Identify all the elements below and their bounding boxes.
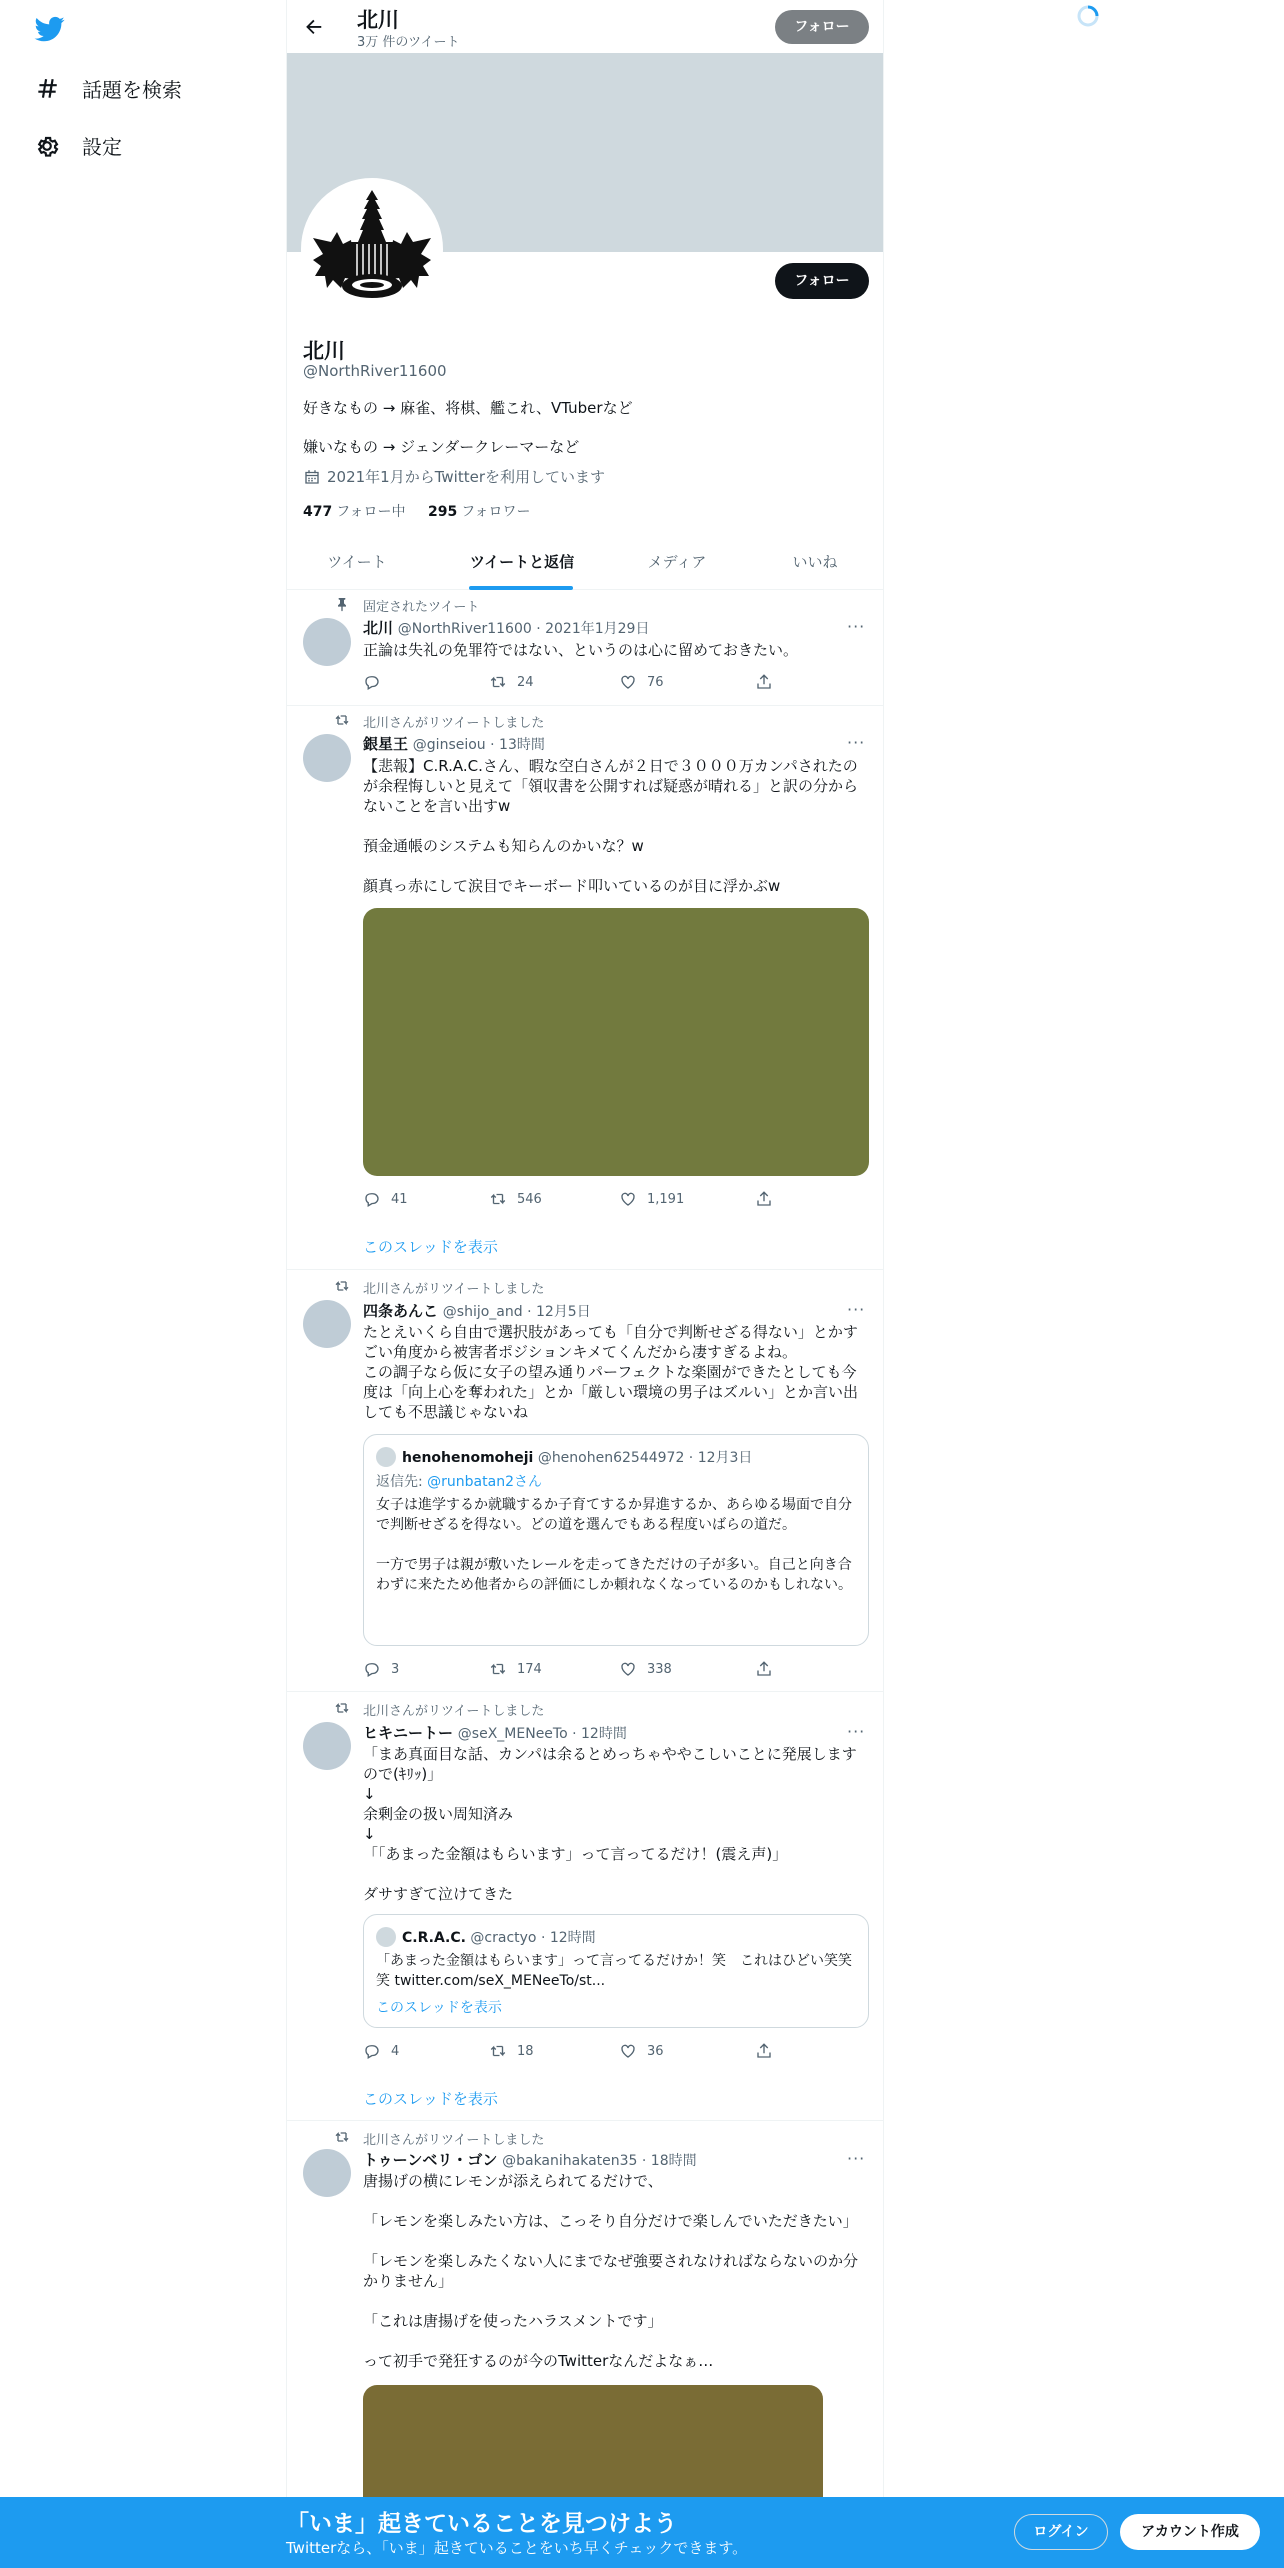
main-column xyxy=(286,0,884,2568)
profile-stats xyxy=(303,501,531,521)
followers-label: フォロワー xyxy=(461,504,531,520)
tweet[interactable] xyxy=(287,590,883,706)
login-button[interactable]: ログイン xyxy=(1014,2514,1108,2550)
like-button[interactable] xyxy=(619,1190,684,1208)
share-button[interactable] xyxy=(755,1190,773,1208)
quoted-author-name: C.R.A.C. xyxy=(402,1930,466,1946)
tweet-author-name[interactable]: 北川 xyxy=(363,619,394,637)
header-follow-button[interactable]: フォロー xyxy=(775,10,869,44)
show-thread-link[interactable]: このスレッドを表示 xyxy=(363,2090,498,2108)
avatar[interactable] xyxy=(303,734,351,782)
gear-icon xyxy=(34,133,60,159)
reply-count: 41 xyxy=(391,1191,408,1207)
quoted-avatar xyxy=(376,1447,396,1467)
tweet-text: たとえいくら自由で選択肢があっても「自分で判断せざる得ない」とかすごい角度から被害者ポジションキメてくんだから凄すぎるよね。 この調子なら仮に女子の望み通りパーフェクトな楽園ができたとしても今度は「向上心を奪われた」とか「厳しい環境の男子はズルい」とか言い出しても不思議じゃないね xyxy=(363,1323,859,1421)
tweet[interactable] xyxy=(287,1692,883,2121)
retweet-count: 546 xyxy=(517,1191,542,1207)
heart-icon xyxy=(619,2042,637,2060)
bottom-signup-bar xyxy=(0,2497,1284,2568)
tweet-author-name[interactable]: 四条あんこ xyxy=(363,1302,439,1320)
share-button[interactable] xyxy=(755,1660,773,1678)
tweet-context: 北川さんがリツイートしました xyxy=(363,1282,545,1297)
quoted-show-thread-link[interactable]: このスレッドを表示 xyxy=(376,2000,502,2016)
profile-joined xyxy=(303,466,605,487)
profile-avatar[interactable] xyxy=(301,178,443,320)
reply-icon xyxy=(363,1660,381,1678)
retweet-button[interactable] xyxy=(489,1660,542,1678)
profile-bio-line: 嫌いなもの → ジェンダークレーマーなど xyxy=(303,438,580,456)
avatar[interactable] xyxy=(303,1722,351,1770)
tweet-text: 正論は失礼の免罪符ではない、というのは心に留めておきたい。 xyxy=(363,641,799,659)
retweet-count: 24 xyxy=(517,674,534,690)
nav-explore-label: 話題を検索 xyxy=(82,78,182,102)
like-button[interactable] xyxy=(619,673,664,691)
more-options-icon[interactable]: ··· xyxy=(847,1722,866,1741)
quoted-meta: @cractyo · 12時間 xyxy=(470,1930,596,1946)
like-button[interactable] xyxy=(619,2042,664,2060)
share-icon xyxy=(755,2042,773,2060)
retweet-icon xyxy=(489,2042,507,2060)
quoted-tweet[interactable] xyxy=(363,1914,869,2028)
following-link[interactable] xyxy=(303,504,406,520)
like-count: 36 xyxy=(647,2043,664,2059)
tab-tweets-and-replies[interactable]: ツイートと返信 xyxy=(469,553,575,571)
nav-settings[interactable] xyxy=(34,131,122,160)
tweet-header xyxy=(363,1300,591,1321)
tweet-actions xyxy=(363,673,783,693)
followers-link[interactable] xyxy=(428,504,531,520)
quoted-reply-to xyxy=(376,1471,542,1491)
heart-icon xyxy=(619,1660,637,1678)
quoted-tweet[interactable] xyxy=(363,1434,869,1646)
retweet-icon xyxy=(489,673,507,691)
twitter-logo-icon[interactable] xyxy=(30,14,70,44)
tab-tweets[interactable]: ツイート xyxy=(327,553,387,571)
crest-logo-icon xyxy=(305,182,439,316)
reply-icon xyxy=(363,2042,381,2060)
tweet-context: 北川さんがリツイートしました xyxy=(363,2133,545,2148)
quoted-text: 「あまった金額はもらいます」って言ってるだけか！笑 これはひどい笑笑笑 twitter.com/seX_MENeeTo/st... xyxy=(376,1953,852,1989)
bottom-bar-title: 「いま」起きていることを見つけよう xyxy=(286,2511,677,2537)
tweet-context: 北川さんがリツイートしました xyxy=(363,1704,545,1719)
tweet[interactable] xyxy=(287,706,883,1270)
retweet-button[interactable] xyxy=(489,673,534,691)
signup-button[interactable]: アカウント作成 xyxy=(1120,2514,1260,2550)
share-button[interactable] xyxy=(755,673,773,691)
retweet-icon xyxy=(333,1278,351,1294)
following-count: 477 xyxy=(303,504,333,520)
tweet-text: 唐揚げの横にレモンが添えられてるだけで、 「レモンを楽しみたい方は、こっそり自分だけで楽しんでいただきたい」 「レモンを楽しみたくない人にまでなぜ強要されなければならないのか分かりません」 「これは唐揚げを使ったハラスメントです」 って初手で発狂するのが今のTwitterなんだよなぁ… xyxy=(363,2172,859,2370)
tweet-actions xyxy=(363,2042,783,2062)
reply-count: 4 xyxy=(391,2043,400,2059)
reply-button[interactable] xyxy=(363,2042,399,2060)
profile-handle: @NorthRiver11600 xyxy=(303,362,447,380)
reply-icon xyxy=(363,1190,381,1208)
quoted-reply-handle[interactable]: @runbatan2さん xyxy=(427,1474,542,1490)
retweet-button[interactable] xyxy=(489,2042,534,2060)
calendar-icon xyxy=(303,468,321,486)
reply-button[interactable] xyxy=(363,1660,399,1678)
back-arrow-icon[interactable] xyxy=(301,14,327,40)
retweet-button[interactable] xyxy=(489,1190,542,1208)
like-count: 1,191 xyxy=(647,1191,685,1207)
avatar[interactable] xyxy=(303,618,351,666)
show-thread-link[interactable]: このスレッドを表示 xyxy=(363,1238,498,1256)
pin-icon xyxy=(333,596,351,612)
tweet[interactable] xyxy=(287,1270,883,1692)
profile-name: 北川 xyxy=(303,339,345,363)
header-tweet-count: 3万 件のツイート xyxy=(357,35,460,50)
reply-button[interactable] xyxy=(363,1190,408,1208)
header-name: 北川 xyxy=(357,8,399,32)
like-count: 338 xyxy=(647,1661,672,1677)
reply-button[interactable] xyxy=(363,673,391,691)
tweet-author-name[interactable]: 銀星王 xyxy=(363,735,409,753)
quoted-header xyxy=(402,1447,752,1467)
share-icon xyxy=(755,1660,773,1678)
retweet-icon xyxy=(489,1190,507,1208)
tweet-header xyxy=(363,2149,697,2170)
quoted-author-name: henohenomoheji xyxy=(402,1450,534,1466)
retweet-icon xyxy=(489,1660,507,1678)
followers-count: 295 xyxy=(428,504,458,520)
tweet-meta: @shijo_and · 12月5日 xyxy=(442,1304,591,1320)
reply-count: 3 xyxy=(391,1661,400,1677)
tweet-meta: @NorthRiver11600 · 2021年1月29日 xyxy=(397,621,650,637)
tweet-text: 【悲報】C.R.A.C.さん、暇な空白さんが２日で３０００万カンパされたのが余程悔しいと見えて「領収書を公開すれば疑惑が晴れる」と訳の分からないことを言い出すw 預金通帳のシステムも知らんのかいな？w 顔真っ赤にして涙目でキーボード叩いているのが目に浮かぶw xyxy=(363,757,859,895)
hashtag-icon xyxy=(34,76,60,102)
share-icon xyxy=(755,673,773,691)
more-options-icon[interactable]: ··· xyxy=(847,733,866,752)
tweet-media-image[interactable] xyxy=(363,908,869,1176)
avatar[interactable] xyxy=(303,2149,351,2197)
tweet-context: 固定されたツイート xyxy=(363,600,480,615)
tweet-actions xyxy=(363,1660,783,1680)
tweet-author-name[interactable]: ヒキニートー xyxy=(363,1724,454,1742)
nav-explore[interactable] xyxy=(34,74,182,103)
profile-bio-line: 好きなもの → 麻雀、将棋、艦これ、VTuberなど xyxy=(303,399,633,417)
retweet-icon xyxy=(333,1700,351,1716)
avatar[interactable] xyxy=(303,1300,351,1348)
profile-joined-text: 2021年1月からTwitterを利用しています xyxy=(327,468,605,486)
more-options-icon[interactable]: ··· xyxy=(847,617,866,636)
tab-media[interactable]: メディア xyxy=(647,553,707,571)
tweet-header xyxy=(363,617,649,638)
tweet-header xyxy=(363,733,545,754)
quoted-avatar xyxy=(376,1927,396,1947)
tweet-header xyxy=(363,1722,627,1743)
loading-spinner-icon xyxy=(1076,4,1100,28)
tweet-text: 「まあ真面目な話、カンパは余るとめっちゃややこしいことに発展しますので(ｷﾘｯ)」 ↓ 余剰金の扱い周知済み ↓ 「「あまった金額はもらいます」って言ってるだけ！(震え声)」 ダサすぎて泣けてきた xyxy=(363,1745,857,1903)
more-options-icon[interactable]: ··· xyxy=(847,2149,866,2168)
heart-icon xyxy=(619,1190,637,1208)
retweet-count: 174 xyxy=(517,1661,542,1677)
tweet-actions xyxy=(363,1190,783,1210)
tweet-meta: @seX_MENeeTo · 12時間 xyxy=(457,1726,627,1742)
tweet-meta: @bakanihakaten35 · 18時間 xyxy=(502,2153,697,2169)
retweet-icon xyxy=(333,712,351,728)
tab-likes[interactable]: いいね xyxy=(792,553,838,571)
tweet-context: 北川さんがリツイートしました xyxy=(363,716,545,731)
nav-settings-label: 設定 xyxy=(82,135,122,159)
retweet-count: 18 xyxy=(517,2043,534,2059)
quoted-text: 女子は進学するか就職するか子育てするか昇進するか、あらゆる場面で自分で判断せざるを得ない。どの道を選んでもある程度いばらの道だ。 一方で男子は親が敷いたレールを走ってきただけの子が多い。自己と向き合わずに来たため他者からの評価にしか頼れなくなっているのかもしれない。 xyxy=(376,1497,852,1593)
reply-icon xyxy=(363,673,381,691)
tweet-author-name[interactable]: トゥーンベリ・ゴン xyxy=(363,2151,498,2169)
retweet-icon xyxy=(333,2129,351,2145)
like-button[interactable] xyxy=(619,1660,672,1678)
quoted-header xyxy=(402,1927,596,1947)
like-count: 76 xyxy=(647,674,664,690)
more-options-icon[interactable]: ··· xyxy=(847,1300,866,1319)
following-label: フォロー中 xyxy=(336,504,406,520)
follow-button[interactable]: フォロー xyxy=(775,263,869,299)
share-icon xyxy=(755,1190,773,1208)
top-bar xyxy=(287,0,883,53)
profile-tabs xyxy=(287,537,883,590)
bottom-bar-subtitle: Twitterなら、「いま」起きていることをいち早くチェックできます。 xyxy=(286,2539,748,2557)
tweet-meta: @ginseiou · 13時間 xyxy=(412,737,545,753)
heart-icon xyxy=(619,673,637,691)
quoted-meta: @henohen62544972 · 12月3日 xyxy=(537,1450,753,1466)
share-button[interactable] xyxy=(755,2042,773,2060)
quoted-reply-prefix: 返信先: xyxy=(376,1474,428,1490)
